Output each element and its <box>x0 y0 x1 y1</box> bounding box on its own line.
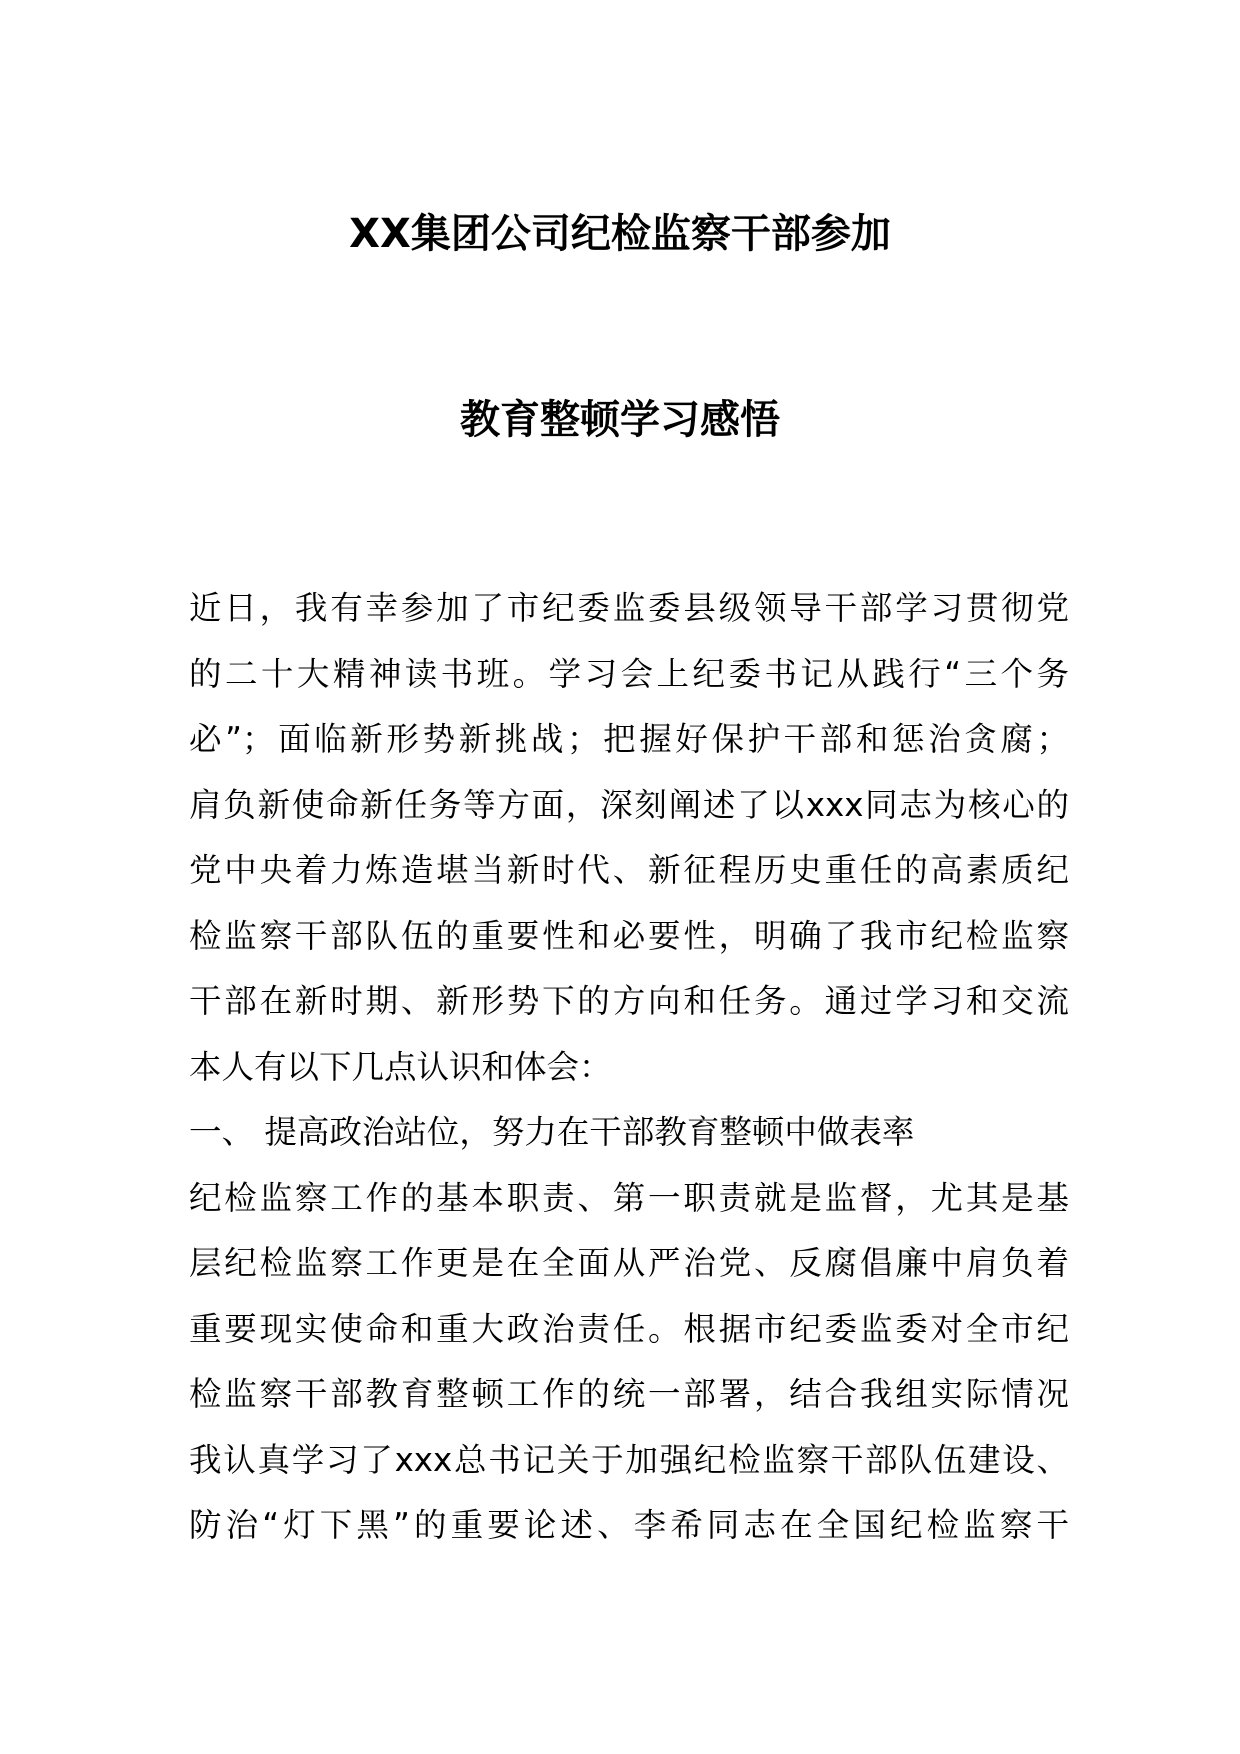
body-line: 防治“灯下黑”的重要论述、李希同志在全国纪检监察干 <box>189 1506 1069 1544</box>
body-line: 我认真学习了xxx总书记关于加强纪检监察干部队伍建设、 <box>189 1440 1069 1479</box>
section-heading: 一、 提高政治站位，努力在干部教育整顿中做表率 <box>189 1113 915 1151</box>
body-line: 重要现实使命和重大政治责任。根据市纪委监委对全市纪 <box>189 1309 1069 1348</box>
body-line: 肩负新使命新任务等方面，深刻阐述了以xxx同志为核心的 <box>189 785 1069 824</box>
body-line: 层纪检监察工作更是在全面从严治党、反腐倡廉中肩负着 <box>189 1244 1069 1282</box>
body-line: 检监察干部教育整顿工作的统一部署，结合我组实际情况 <box>189 1375 1069 1413</box>
document-title-line-1: XX集团公司纪检监察干部参加 <box>349 211 891 257</box>
body-line: 检监察干部队伍的重要性和必要性，明确了我市纪检监察 <box>189 916 1069 955</box>
body-line: 的二十大精神读书班。学习会上纪委书记从践行“三个务 <box>189 654 1069 693</box>
body-line: 本人有以下几点认识和体会： <box>189 1047 612 1086</box>
body-line: 近日，我有幸参加了市纪委监委县级领导干部学习贯彻党 <box>189 589 1069 627</box>
body-line: 党中央着力炼造堪当新时代、新征程历史重任的高素质纪 <box>189 851 1069 889</box>
body-line: 干部在新时期、新形势下的方向和任务。通过学习和交流 <box>189 982 1069 1020</box>
body-line: 纪检监察工作的基本职责、第一职责就是监督，尤其是基 <box>189 1178 1069 1217</box>
document-body <box>189 576 1069 1559</box>
document-title-line-2: 教育整顿学习感悟 <box>460 397 780 443</box>
body-line: 必”；面临新形势新挑战；把握好保护干部和惩治贪腐； <box>189 720 1069 758</box>
